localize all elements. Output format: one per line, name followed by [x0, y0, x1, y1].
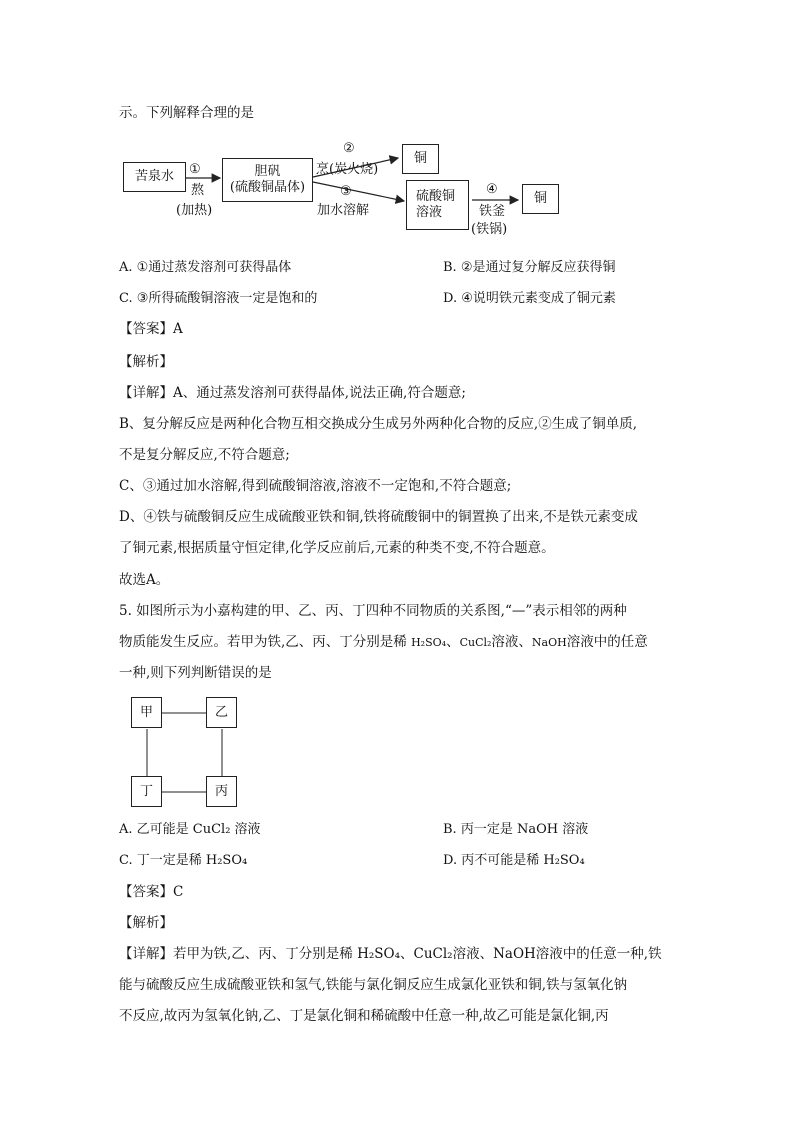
q4-option-c: C. ③所得硫酸铜溶液一定是饱和的 — [119, 291, 318, 306]
q5-explain-2: 能与硫酸反应生成硫酸亚铁和氢气,铁能与氯化铜反应生成氯化亚铁和铜,铁与氢氧化钠 — [119, 977, 628, 993]
box-copper-2: 铜 — [522, 184, 559, 214]
step2-num: ② — [343, 141, 355, 156]
q5-stem-2: 物质能发生反应。若甲为铁,乙、丙、丁分别是稀 H₂SO₄、CuCl₂溶液、NaOH溶液中的任意 — [119, 634, 648, 650]
q4-detail-5: D、④铁与硫酸铜反应生成硫酸亚铁和铜,铁将硫酸铜中的铜置换了出来,不是铁元素变成 — [119, 509, 638, 525]
node-ding: 丁 — [131, 776, 162, 807]
q5-explain-3: 不反应,故丙为氢氧化钠,乙、丁是氯化铜和稀硫酸中任意一种,故乙可能是氯化铜,丙 — [119, 1008, 609, 1024]
q4-option-b: B. ②是通过复分解反应获得铜 — [443, 260, 616, 275]
q4-conclusion: 故选A。 — [119, 572, 170, 588]
node-jia: 甲 — [131, 697, 162, 728]
q5-option-d: D. 丙不可能是稀 H₂SO₄ — [443, 853, 585, 868]
box-cuso4-solution: 硫酸铜 溶液 — [406, 180, 469, 230]
q4-detail-1: 【详解】A、通过蒸发溶剂可获得晶体,说法正确,符合题意; — [119, 385, 466, 401]
q4-analysis-heading: 【解析】 — [119, 354, 173, 370]
q5-option-a: A. 乙可能是 CuCl₂ 溶液 — [119, 822, 261, 837]
q5-stem-1: 5. 如图所示为小嘉构建的甲、乙、丙、丁四种不同物质的关系图,“—”表示相邻的两种 — [119, 603, 627, 619]
q5-explain-1: 【详解】若甲为铁,乙、丙、丁分别是稀 H₂SO₄、CuCl₂溶液、NaOH溶液中的任意一种,铁 — [119, 946, 662, 962]
step1-num: ① — [189, 162, 201, 177]
q4-detail-6: 了铜元素,根据质量守恒定律,化学反应前后,元素的种类不变,不符合题意。 — [119, 540, 555, 556]
step1-sublabel: (加热) — [176, 203, 213, 218]
q5-analysis-heading: 【解析】 — [119, 915, 173, 931]
q4-answer: 【答案】A — [119, 321, 183, 337]
q4-detail-4: C、③通过加水溶解,得到硫酸铜溶液,溶液不一定饱和,不符合题意; — [119, 478, 512, 494]
q5-option-c: C. 丁一定是稀 H₂SO₄ — [119, 853, 248, 868]
q4-option-d: D. ④说明铁元素变成了铜元素 — [443, 291, 616, 306]
step3-num: ③ — [340, 184, 352, 199]
step3-label: 加水溶解 — [317, 203, 370, 218]
step4-num: ④ — [486, 182, 498, 197]
step2-label: 烹(炭火烧) — [316, 162, 379, 177]
box-danfan: 胆矾 (硫酸铜晶体) — [222, 158, 313, 202]
step4-label: 铁釜 — [479, 204, 506, 219]
q5-stem-3: 一种,则下列判断错误的是 — [119, 665, 272, 681]
q4-detail-2: B、复分解反应是两种化合物互相交换成分生成另外两种化合物的反应,②生成了铜单质, — [119, 416, 638, 432]
intro-text: 示。下列解释合理的是 — [119, 105, 254, 121]
q4-detail-3: 不是复分解反应,不符合题意; — [119, 447, 290, 463]
node-bing: 丙 — [206, 776, 237, 807]
q5-option-b: B. 丙一定是 NaOH 溶液 — [443, 822, 589, 837]
q5-answer: 【答案】C — [119, 884, 184, 900]
box-copper-1: 铜 — [402, 144, 439, 174]
box-kuquanshui: 苦泉水 — [123, 162, 186, 192]
step4-sublabel: (铁锅) — [471, 222, 508, 237]
q4-option-a: A. ①通过蒸发溶剂可获得晶体 — [119, 260, 292, 275]
arrow-3 — [313, 182, 404, 201]
node-yi: 乙 — [206, 697, 237, 728]
step1-label: 熬 — [191, 183, 205, 198]
